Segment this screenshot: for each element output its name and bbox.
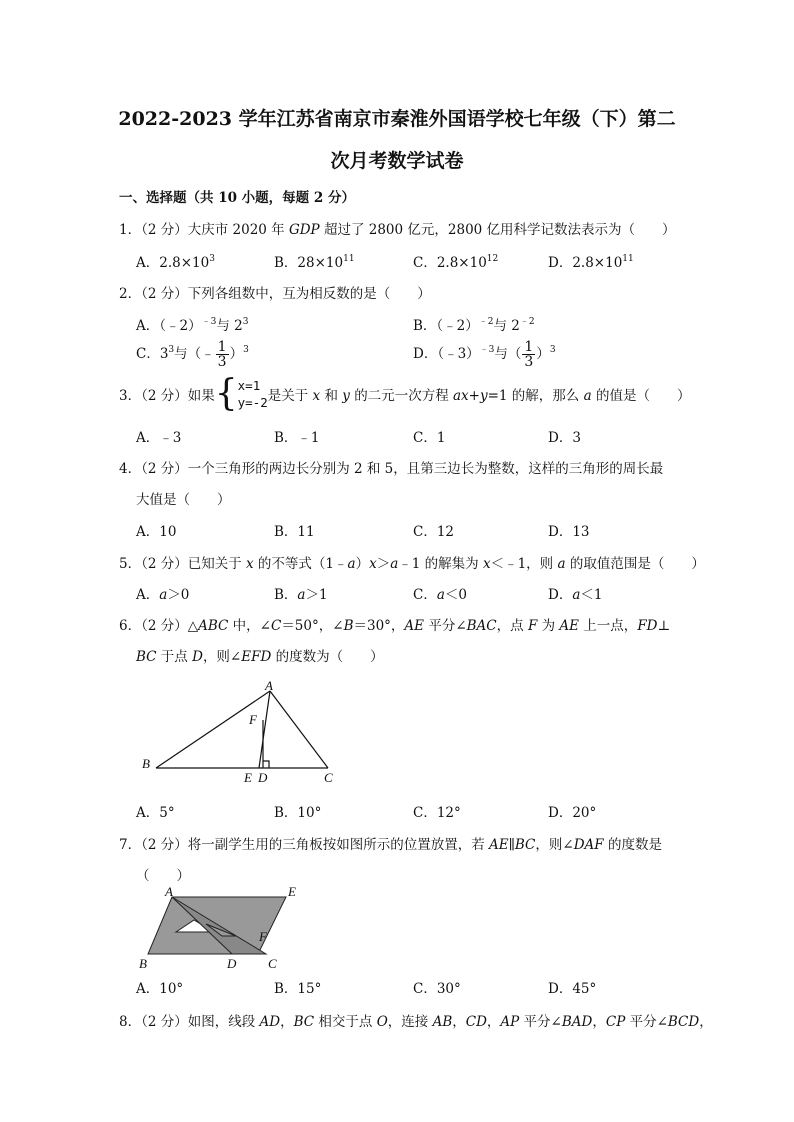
question-4-stem-line1: 4．（2 分）一个三角形的两边长分别为 2 和 5，且第三边长为整数，这样的三角形的周长最 — [119, 461, 664, 477]
q6-option-c[interactable]: C．12° — [413, 805, 461, 821]
q5-option-b[interactable]: B．a＞1 — [274, 587, 328, 603]
q5-option-d[interactable]: D．a＜1 — [548, 587, 603, 603]
q6-option-b[interactable]: B．10° — [274, 805, 322, 821]
fraction: $\frac{1}{3}$ — [524, 339, 534, 370]
q1-option-a[interactable]: A．$2.8\times 10^3$ — [136, 254, 215, 271]
section-heading: 一、选择题（共 10 小题，每题 2 分） — [119, 190, 355, 206]
label-F: F — [259, 929, 267, 944]
question-5-stem: 5．（2 分）已知关于 x 的不等式（1﹣a）x＞a﹣1 的解集为 x＜﹣1，则 a 的取值范围是（ ） — [119, 556, 705, 572]
q6-option-d[interactable]: D．20° — [548, 805, 597, 821]
label-B: B — [142, 756, 150, 771]
page-title: 2022-2023 学年江苏省南京市秦淮外国语学校七年级（下）第二 — [118, 108, 676, 130]
q3-option-b[interactable]: B．﹣1 — [274, 430, 320, 446]
page-subtitle: 次月考数学试卷 — [330, 150, 464, 172]
q6-option-a[interactable]: A．5° — [136, 805, 175, 821]
label-E: E — [244, 770, 252, 785]
q7-set-square-figure — [136, 884, 316, 974]
q5-option-a[interactable]: A．a＞0 — [136, 587, 190, 603]
question-3-stem: 3．（2 分）如果{ x=1 y=-2 是关于 x 和 y 的二元一次方程 ax+y=1 的解，那么 a 的值是（ ） — [119, 373, 691, 414]
q7-option-c[interactable]: C．30° — [413, 981, 461, 997]
label-C: C — [324, 770, 333, 785]
q7-option-a[interactable]: A．10° — [136, 981, 184, 997]
question-6-stem-line2: BC 于点 D，则∠EFD 的度数为（ ） — [136, 649, 384, 665]
q3-option-a[interactable]: A．﹣3 — [136, 430, 182, 446]
q4-option-c[interactable]: C．12 — [413, 524, 455, 540]
q5-option-c[interactable]: C．a＜0 — [413, 587, 467, 603]
q1-option-b[interactable]: B．$28\times 10^{11}$ — [274, 254, 355, 271]
q6-triangle-figure — [136, 678, 356, 790]
question-8-stem: 8．（2 分）如图，线段 AD，BC 相交于点 O，连接 AB，CD，AP 平分∠BAD，CP 平分∠BCD， — [119, 1014, 713, 1030]
q1-option-d[interactable]: D．$2.8\times 10^{11}$ — [548, 254, 634, 271]
label-D: D — [258, 770, 268, 785]
question-2-stem: 2．（2 分）下列各组数中，互为相反数的是（ ） — [119, 286, 431, 302]
question-7-paren: （ ） — [136, 868, 190, 884]
question-6-stem-line1: 6．（2 分）△ABC 中，∠C＝50°，∠B＝30°，AE 平分∠BAC，点 F 为 AE 上一点，FD⊥ — [119, 618, 671, 634]
q1-option-c[interactable]: C．$2.8\times 10^{12}$ — [413, 254, 499, 271]
label-F: F — [249, 712, 257, 727]
q3-option-c[interactable]: C．1 — [413, 430, 446, 446]
label-C: C — [268, 956, 277, 971]
fraction: $\frac{1}{3}$ — [217, 339, 227, 370]
q3-option-d[interactable]: D．3 — [548, 430, 581, 446]
question-7-stem: 7．（2 分）将一副学生用的三角板按如图所示的位置放置，若 AE∥BC，则∠DAF 的度数是 — [119, 837, 662, 853]
label-B: B — [139, 956, 147, 971]
q2-option-c[interactable]: C．$3^3$与（﹣ $\frac{1}{3}$ ）$^3$ — [136, 339, 249, 370]
q4-option-a[interactable]: A．10 — [136, 524, 177, 540]
q2-option-a[interactable]: A．（﹣2）$^{﹣3}$与 $2^3$ — [136, 317, 249, 334]
equation-system: x=1 y=-2 — [237, 378, 268, 410]
q4-option-d[interactable]: D．13 — [548, 524, 590, 540]
label-A: A — [165, 884, 173, 899]
label-A: A — [265, 678, 273, 693]
q4-option-b[interactable]: B．11 — [274, 524, 315, 540]
q2-option-b[interactable]: B．（﹣2）$^{﹣2}$与 $2^{﹣2}$ — [413, 317, 535, 334]
label-E: E — [288, 884, 296, 899]
q2-option-d[interactable]: D．（﹣3）$^{﹣3}$与（ $\frac{1}{3}$ ）$^3$ — [413, 339, 556, 370]
q7-option-d[interactable]: D．45° — [548, 981, 597, 997]
q7-option-b[interactable]: B．15° — [274, 981, 322, 997]
question-1-stem: 1．（2 分）大庆市 2020 年 GDP 超过了 2800 亿元，2800 亿用科学记数法表示为（ ） — [119, 222, 676, 238]
label-D: D — [227, 956, 237, 971]
equation-brace: { — [214, 373, 238, 414]
question-4-stem-line2: 大值是（ ） — [136, 492, 231, 508]
